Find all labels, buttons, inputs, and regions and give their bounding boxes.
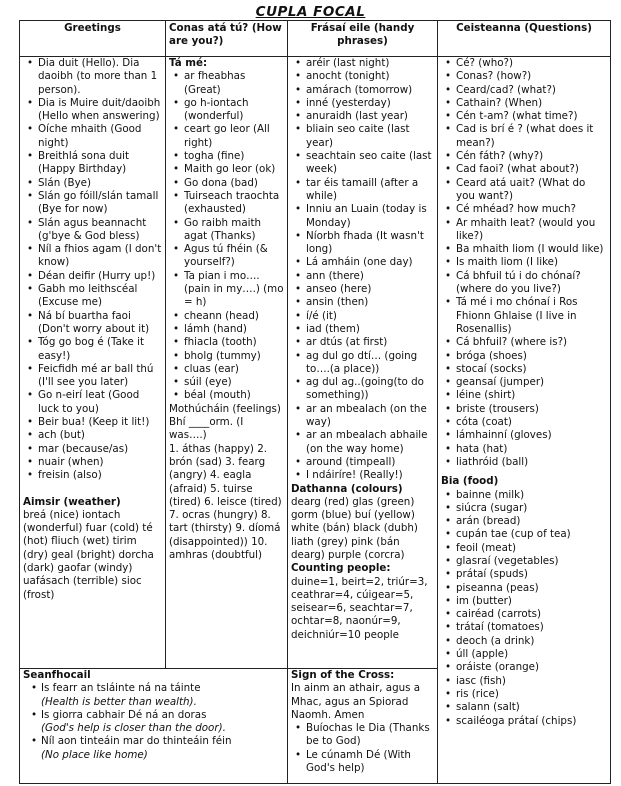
food-item: • úll (apple) xyxy=(441,648,607,661)
counting-text: duine=1, beirt=2, triúr=3, ceathrar=4, cúigear=5, seisear=6, seachtar=7, ochtar=8, naonúr=9, deichniúr=10 people xyxy=(291,575,428,641)
food-item: • trátaí (tomatoes) xyxy=(441,621,607,634)
ceisteanna-list xyxy=(441,57,607,469)
question-item: • Tá mé i mo chónaí i Ros Fhionn Ghlaise (I live in Rosenallis) xyxy=(441,296,607,336)
bia-heading: Bia (food) xyxy=(441,475,499,488)
phrase-item: • tar éis tamaill (after a while) xyxy=(291,177,434,204)
conas-item: • fhiacla (tooth) xyxy=(169,336,284,349)
question-item: • Cé mhéad? how much? xyxy=(441,203,607,216)
question-item: • Cá bhfuil? (where is?) xyxy=(441,336,607,349)
question-item: • Cén fáth? (why?) xyxy=(441,150,607,163)
conas-item: • Maith go leor (ok) xyxy=(169,163,284,176)
phrase-item: • I ndáiríre! (Really!) xyxy=(291,469,434,482)
aimsir-heading: Aimsir (weather) xyxy=(23,495,121,508)
blessing-item: • Le cúnamh Dé (With God's help) xyxy=(291,749,434,776)
conas-item: • bholg (tummy) xyxy=(169,350,284,363)
food-item: • feoil (meat) xyxy=(441,542,607,555)
greeting-item: • Feicfidh mé ar ball thú (I'll see you later) xyxy=(23,363,162,390)
greeting-item: • Gabh mo leithscéal (Excuse me) xyxy=(23,283,162,310)
greetings-cell xyxy=(20,57,166,669)
conas-item: • ceart go leor (All right) xyxy=(169,123,284,150)
food-item: • siúcra (sugar) xyxy=(441,502,607,515)
phrase-item: • Níorbh fhada (It wasn't long) xyxy=(291,230,434,257)
greeting-item: • Tóg go bog é (Take it easy!) xyxy=(23,336,162,363)
greeting-item: • Oíche mhaith (Good night) xyxy=(23,123,162,150)
conas-item: • súil (eye) xyxy=(169,376,284,389)
question-item: • geansaí (jumper) xyxy=(441,376,607,389)
proverb-item xyxy=(23,735,284,762)
food-item: • ris (rice) xyxy=(441,688,607,701)
phrase-item: • ansin (then) xyxy=(291,296,434,309)
food-item: • salann (salt) xyxy=(441,701,607,714)
sign-heading: Sign of the Cross: xyxy=(291,669,395,681)
conas-item: • cheann (head) xyxy=(169,310,284,323)
dathanna-heading: Dathanna (colours) xyxy=(291,482,403,495)
food-item: • cupán tae (cup of tea) xyxy=(441,528,607,541)
mothuchain-label: Mothúcháin (feelings) xyxy=(169,402,281,415)
phrase-item: • inné (yesterday) xyxy=(291,97,434,110)
bia-list xyxy=(441,489,607,728)
greeting-item: • Déan deifir (Hurry up!) xyxy=(23,270,162,283)
phrase-item: • anuraidh (last year) xyxy=(291,110,434,123)
aimsir-text: breá (nice) iontach (wonderful) fuar (cold) té (hot) fliuch (wet) tirim (dry) geal (bright) dorcha (dark) gaofar (windy) uafásach (terrible) sioc (frost) xyxy=(23,508,154,601)
greeting-item: • Go n-eirí leat (Good luck to you) xyxy=(23,389,162,416)
question-item: • briste (trousers) xyxy=(441,403,607,416)
phrase-table xyxy=(19,20,611,784)
greeting-item: • Dia duit (Hello). Dia daoibh (to more than 1 person). xyxy=(23,57,162,97)
greeting-item: • nuair (when) xyxy=(23,456,162,469)
food-item: • im (butter) xyxy=(441,595,607,608)
question-item: • Ceard atá uait? (What do you want?) xyxy=(441,177,607,204)
question-item: • Cá bhfuil tú i do chónaí? (where do you live?) xyxy=(441,270,607,297)
proverb-english: (God's help is closer than the door). xyxy=(41,722,226,735)
conas-item: • lámh (hand) xyxy=(169,323,284,336)
phrase-item: • iad (them) xyxy=(291,323,434,336)
conas-item: • go h-iontach (wonderful) xyxy=(169,97,284,124)
greeting-item: • Beir bua! (Keep it lit!) xyxy=(23,416,162,429)
greeting-item: • Breithlá sona duit (Happy Birthday) xyxy=(23,150,162,177)
greeting-item: • mar (because/as) xyxy=(23,443,162,456)
phrase-item: • anocht (tonight) xyxy=(291,70,434,83)
question-item: • Cad faoi? (what about?) xyxy=(441,163,607,176)
question-item: • liathróid (ball) xyxy=(441,456,607,469)
header-greetings: Greetings xyxy=(20,21,166,57)
header-ceisteanna: Ceisteanna (Questions) xyxy=(438,21,611,57)
proverb-irish: • Níl aon tinteáin mar do thinteáin féin xyxy=(41,735,232,748)
proverb-english: (No place like home) xyxy=(41,748,148,761)
conas-item: • Agus tú fhéin (& yourself?) xyxy=(169,243,284,270)
greeting-item: • Slán go fóill/slán tamall (Bye for now) xyxy=(23,190,162,217)
proverb-irish: • Is giorra cabhair Dé ná an doras xyxy=(41,708,207,721)
sign-text: In ainm an athair, agus a Mhac, agus an Spiorad Naomh. Amen xyxy=(291,682,421,721)
blessing-item: • Buíochas le Dia (Thanks be to God) xyxy=(291,722,434,749)
ceisteanna-cell xyxy=(438,57,611,784)
question-item: • Ceard/cad? (what?) xyxy=(441,84,607,97)
question-item: • bróga (shoes) xyxy=(441,350,607,363)
conas-item: • Go raibh maith agat (Thanks) xyxy=(169,217,284,244)
phrase-item: • ag dul ag..(going(to do something)) xyxy=(291,376,434,403)
phrase-item: • bliain seo caite (last year) xyxy=(291,123,434,150)
phrase-item: • amárach (tomorrow) xyxy=(291,84,434,97)
question-item: • Ba mhaith liom (I would like) xyxy=(441,243,607,256)
seanfhocail-cell xyxy=(20,669,288,784)
conas-item: • Go dona (bad) xyxy=(169,177,284,190)
question-item: • Cén t-am? (what time?) xyxy=(441,110,607,123)
food-item: • prátaí (spuds) xyxy=(441,568,607,581)
header-frasai: Frásaí eile (handy phrases) xyxy=(288,21,438,57)
question-item: • léine (shirt) xyxy=(441,389,607,402)
counting-heading: Counting people: xyxy=(291,562,391,575)
phrase-item: • ar an mbealach abhaile (on the way home) xyxy=(291,429,434,456)
phrase-item: • anseo (here) xyxy=(291,283,434,296)
feelings-text: 1. áthas (happy) 2. brón (sad) 3. fearg (angry) 4. eagla (afraid) 5. tuirse (tired) 6. leisce (tired) 7. ocras (hungry) 8. tart (thirsty) 9. díomá (disappointed)) 10. amhras (doubtful) xyxy=(169,442,282,561)
sign-cell xyxy=(288,669,438,784)
question-item: • Cé? (who?) xyxy=(441,57,607,70)
proverb-item xyxy=(23,682,284,709)
question-item: • Is maith liom (I like) xyxy=(441,256,607,269)
greeting-item: • freisin (also) xyxy=(23,469,162,482)
food-item: • piseanna (peas) xyxy=(441,582,607,595)
food-item: • oráiste (orange) xyxy=(441,661,607,674)
ta-me-label: Tá mé: xyxy=(169,57,208,69)
greeting-item: • Ná bí buartha faoi (Don't worry about it) xyxy=(23,310,162,337)
phrase-item: • seachtain seo caite (last week) xyxy=(291,150,434,177)
conas-item: • ar fheabhas (Great) xyxy=(169,70,284,97)
food-item: • bainne (milk) xyxy=(441,489,607,502)
food-item: • cairéad (carrots) xyxy=(441,608,607,621)
phrase-item: • ar dtús (at first) xyxy=(291,336,434,349)
conas-item: • béal (mouth) xyxy=(169,389,284,402)
question-item: • cóta (coat) xyxy=(441,416,607,429)
phrase-item: • ar an mbealach (on the way) xyxy=(291,403,434,430)
food-item: • glasraí (vegetables) xyxy=(441,555,607,568)
phrase-item: • ag dul go dtí… (going to….(a place)) xyxy=(291,350,434,377)
frasai-list xyxy=(291,57,434,483)
proverb-item xyxy=(23,709,284,736)
greeting-item: • Níl a fhios agam (I don't know) xyxy=(23,243,162,270)
phrase-item: • ann (there) xyxy=(291,270,434,283)
question-item: • lámhainní (gloves) xyxy=(441,429,607,442)
conas-cell xyxy=(166,57,288,669)
food-item: • scailéoga prátaí (chips) xyxy=(441,715,607,728)
question-item: • Conas? (how?) xyxy=(441,70,607,83)
food-item: • arán (bread) xyxy=(441,515,607,528)
proverb-english: (Health is better than wealth). xyxy=(41,695,197,708)
bhi-label: Bhí ____orm. (I was….) xyxy=(169,416,244,442)
greeting-item: • Dia is Muire duit/daoibh (Hello when answering) xyxy=(23,97,162,124)
question-item: • Ar mhaith leat? (would you like?) xyxy=(441,217,607,244)
greeting-item: • Slán agus beannacht (g'bye & God bless) xyxy=(23,217,162,244)
question-item: • Cad is brí é ? (what does it mean?) xyxy=(441,123,607,150)
greeting-item: • Slán (Bye) xyxy=(23,177,162,190)
conas-item: • Ta pian i mo….(pain in my….) (mo = h) xyxy=(169,270,284,310)
phrase-item: • í/é (it) xyxy=(291,310,434,323)
phrase-item: • aréir (last night) xyxy=(291,57,434,70)
dathanna-text: dearg (red) glas (green) gorm (blue) buí (yellow) white (bán) black (dubh) liath (grey) pink (bán dearg) purple (corcra) xyxy=(291,495,418,561)
food-item: • deoch (a drink) xyxy=(441,635,607,648)
food-item: • iasc (fish) xyxy=(441,675,607,688)
phrase-item: • around (timpeall) xyxy=(291,456,434,469)
seanfhocail-heading: Seanfhocail xyxy=(23,669,91,681)
greetings-list xyxy=(23,57,162,483)
question-item: • Cathain? (When) xyxy=(441,97,607,110)
conas-list xyxy=(169,70,284,402)
conas-item: • cluas (ear) xyxy=(169,363,284,376)
question-item: • stocaí (socks) xyxy=(441,363,607,376)
greeting-item: • ach (but) xyxy=(23,429,162,442)
seanfhocail-list xyxy=(23,682,284,762)
proverb-irish: • Is fearr an tsláinte ná na táinte xyxy=(41,682,201,695)
phrase-item: • Inniu an Luain (today is Monday) xyxy=(291,203,434,230)
header-conas: Conas atá tú? (How are you?) xyxy=(166,21,288,57)
conas-item: • Tuirseach traochta (exhausted) xyxy=(169,190,284,217)
frasai-cell xyxy=(288,57,438,669)
page-title: CUPLA FOCAL xyxy=(255,4,366,20)
sign-list xyxy=(291,722,434,775)
phrase-item: • Lá amháin (one day) xyxy=(291,256,434,269)
conas-item: • togha (fine) xyxy=(169,150,284,163)
question-item: • hata (hat) xyxy=(441,443,607,456)
